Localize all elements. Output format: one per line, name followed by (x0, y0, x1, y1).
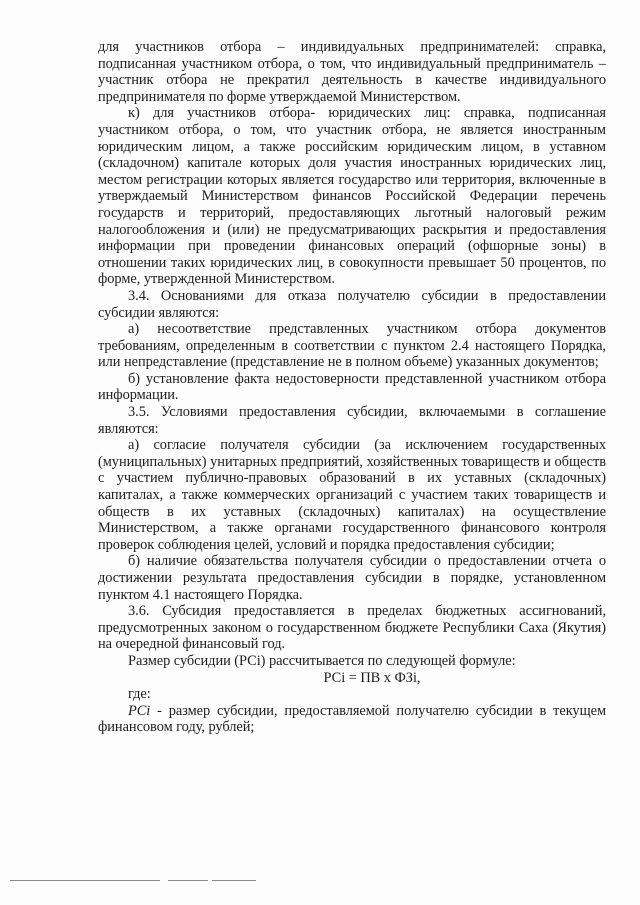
document-body (98, 39, 606, 736)
footer-divider-line (212, 880, 256, 881)
paragraph-3-6: 3.6. Субсидия предоставляется в пределах бюджетных ассигнований, предусмотренных законом о государственном бюджете Республики Саха (Якутия) на очередной финансовый год. (98, 603, 606, 653)
paragraph-individual-entrepreneurs: для участников отбора – индивидуальных предпринимателей: справка, подписанная участником отбора, о том, что индивидуальный предприниматель – участник отбора не прекратил деятельность в качестве индивидуального предпринимателя по форме утверждаемой Министерством. (98, 39, 606, 105)
paragraph-3-5-b: б) наличие обязательства получателя субсидии о предоставлении отчета о достижении результата предоставления субсидии в порядке, установленном пунктом 4.1 настоящего Порядка. (98, 553, 606, 603)
paragraph-formula-intro: Размер субсидии (РСi) рассчитывается по следующей формуле: (128, 652, 516, 669)
where-label: где: (128, 686, 151, 703)
definition-text: - размер субсидии, предоставляемой получателю субсидии в текущем финансовом году, рублей; (98, 702, 606, 736)
paragraph-3-4-b: б) установление факта недостоверности представленной участником отбора информации. (98, 370, 606, 404)
subsidy-formula: РСi = ПВ х ФЗi, (323, 669, 421, 686)
paragraph-3-5-a: а) согласие получателя субсидии (за исключением государственных (муниципальных) унитарных предприятий, хозяйственных товариществ и обществ с участием публично-правовых образований в их уставных (складочных) капиталах, а также коммерческих организаций с участием таких товариществ и обществ в их уставных (складочных) капиталах) на осуществление Министерством, а также органами государственного финансового контроля проверок соблюдения целей, условий и порядка предоставления субсидии; (98, 437, 606, 553)
footer-divider-line (10, 880, 160, 881)
paragraph-3-5: 3.5. Условиями предоставления субсидии, включаемыми в соглашение являются: (98, 404, 606, 437)
definition-variable: PCi (128, 702, 151, 719)
paragraph-item-k: к) для участников отбора- юридических лиц: справка, подписанная участником отбора, о том, что участник отбора, не является иностранным юридическим лицом, а также российским юридическим лицом, в уставном (складочном) капитале которых доля участия иностранных юридических лиц, местом регистрации которых является государство или территория, включенные в утверждаемый Министерством финансов Российской Федерации перечень государств и территорий, предоставляющих льготный налоговый режим налогообложения и (или) не предусматривающих раскрытия и предоставления информации при проведении финансовых операций (офшорные зоны) в отношении таких юридических лиц, в совокупности превышает 50 процентов, по форме, утвержденной Министерством. (98, 105, 606, 288)
paragraph-3-4: 3.4. Основаниями для отказа получателю субсидии в предоставлении субсидии являются: (98, 287, 606, 321)
paragraph-3-4-a: а) несоответствие представленных участником отбора документов требованиям, определенным в соответствии с пунктом 2.4 настоящего Порядка, или непредставление (представление не в полном объеме) указанных документов; (98, 321, 606, 371)
footer-divider-line (168, 880, 208, 881)
definition-pci (98, 703, 606, 736)
